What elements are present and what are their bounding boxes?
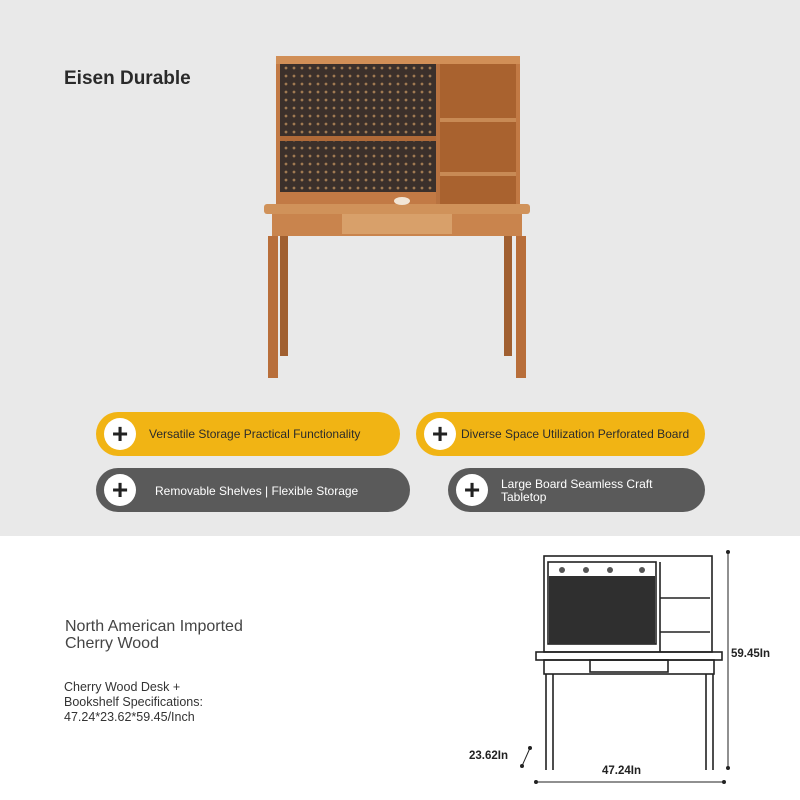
feature-pill-shelves bbox=[96, 468, 410, 512]
plus-icon: + bbox=[456, 474, 488, 506]
dimension-diagram bbox=[500, 540, 800, 800]
material-heading: North American Imported Cherry Wood bbox=[65, 618, 243, 652]
feature-label: Removable Shelves | Flexible Storage bbox=[155, 484, 359, 498]
feature-label: Versatile Storage Practical Functionality bbox=[149, 427, 361, 441]
brand-title: Eisen Durable bbox=[64, 68, 191, 89]
width-dimension: 47.24In bbox=[602, 765, 641, 777]
feature-pill-tabletop bbox=[448, 468, 705, 512]
plus-icon: + bbox=[104, 418, 136, 450]
desk-product-image bbox=[250, 48, 550, 388]
feature-label: Diverse Space Utilization Perforated Board bbox=[461, 427, 690, 441]
feature-pill-storage bbox=[96, 412, 400, 456]
feature-pill-perforated bbox=[416, 412, 705, 456]
plus-icon: + bbox=[424, 418, 456, 450]
specs-text: Cherry Wood Desk + Bookshelf Specifications: 47.24*23.62*59.45/Inch bbox=[64, 680, 203, 724]
height-dimension: 59.45In bbox=[731, 648, 770, 660]
plus-icon: + bbox=[104, 474, 136, 506]
feature-label: Large Board Seamless Craft Tabletop bbox=[501, 477, 653, 504]
depth-dimension: 23.62In bbox=[469, 750, 508, 762]
